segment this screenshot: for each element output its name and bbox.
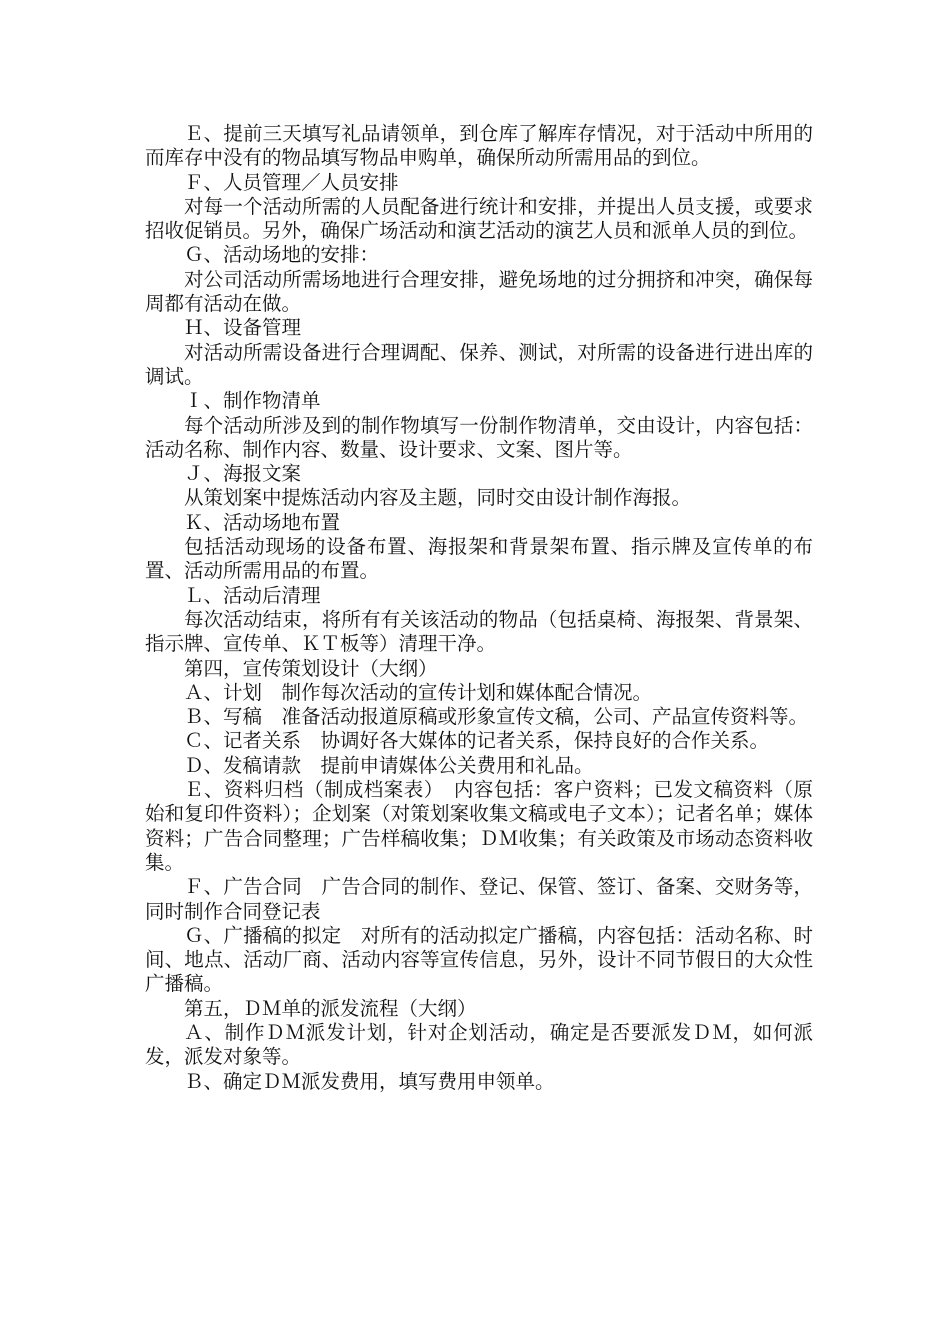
- paragraph-5a-dm-plan: Ａ、制作ＤＭ派发计划，针对企划活动，确定是否要派发ＤＭ，如何派发，派发对象等。: [145, 1020, 813, 1069]
- section-heading-5: 第五，ＤＭ单的派发流程（大纲）: [184, 996, 477, 1020]
- paragraph-4f-contract: Ｆ、广告合同 广告合同的制作、登记、保管、签订、备案、交财务等，同时制作合同登记表: [145, 875, 813, 923]
- paragraph-4g-broadcast: Ｇ、广播稿的拟定 对所有的活动拟定广播稿，内容包括：活动名称、时间、地点、活动厂商、活动内容等宣传信息，另外，设计不同节假日的大众性广播稿。: [145, 923, 813, 996]
- paragraph-5b-dm-cost: Ｂ、确定ＤＭ派发费用，填写费用申领单。: [184, 1069, 555, 1093]
- document-body: [145, 122, 813, 1094]
- paragraph-4c-press: Ｃ、记者关系 协调好各大媒体的记者关系，保持良好的合作关系。: [184, 729, 770, 753]
- paragraph-venue-layout: 包括活动现场的设备布置、海报架和背景架布置、指示牌及宣传单的布置、活动所需用品的布置。: [145, 535, 813, 583]
- paragraph-venue: 对公司活动所需场地进行合理安排，避免场地的过分拥挤和冲突，确保每周都有活动在做。: [145, 267, 813, 316]
- paragraph-4e-archive: Ｅ、资料归档（制成档案表） 内容包括：客户资料；已发文稿资料（原始和复印件资料）；企划案（对策划案收集文稿或电子文本）；记者名单；媒体资料；广告合同整理；广告样稿收集；ＤＭ收集；有关政策及市场动态资料收集。: [145, 778, 813, 874]
- paragraph-4a-plan: Ａ、计划 制作每次活动的宣传计划和媒体配合情况。: [184, 680, 653, 704]
- paragraph-poster-copy: 从策划案中提炼活动内容及主题，同时交由设计制作海报。: [184, 486, 692, 510]
- heading-k-venue-layout: Ｋ、活动场地布置: [184, 510, 341, 534]
- paragraph-materials-list: 每个活动所涉及到的制作物填写一份制作物清单，交由设计，内容包括：活动名称、制作内容、数量、设计要求、文案、图片等。: [145, 413, 813, 461]
- heading-j-poster-copy: Ｊ、海报文案: [184, 462, 302, 486]
- heading-h-equipment: Ｈ、设备管理: [184, 316, 302, 340]
- heading-g-venue: Ｇ、活动场地的安排：: [184, 243, 380, 267]
- paragraph-4d-funding: Ｄ、发稿请款 提前申请媒体公关费用和礼品。: [184, 753, 594, 777]
- heading-i-materials-list: Ｉ、制作物清单: [184, 389, 321, 413]
- paragraph-e-gift-request: Ｅ、提前三天填写礼品请领单，到仓库了解库存情况，对于活动中所用的而库存中没有的物品填写物品申购单，确保所动所需用品的到位。: [145, 122, 813, 170]
- paragraph-cleanup: 每次活动结束，将所有有关该活动的物品（包括桌椅、海报架、背景架、指示牌、宣传单、ＫＴ板等）清理干净。: [145, 607, 813, 656]
- paragraph-4b-writing: Ｂ、写稿 准备活动报道原稿或形象宣传文稿，公司、产品宣传资料等。: [184, 705, 809, 729]
- heading-l-cleanup: Ｌ、活动后清理: [184, 583, 321, 607]
- heading-f-personnel: Ｆ、人员管理／人员安排: [184, 170, 399, 194]
- section-heading-4: 第四，宣传策划设计（大纲）: [184, 656, 438, 680]
- paragraph-personnel: 对每一个活动所需的人员配备进行统计和安排，并提出人员支援，或要求招收促销员。另外，确保广场活动和演艺活动的演艺人员和派单人员的到位。: [145, 194, 813, 243]
- paragraph-equipment: 对活动所需设备进行合理调配、保养、测试，对所需的设备进行进出库的调试。: [145, 340, 813, 388]
